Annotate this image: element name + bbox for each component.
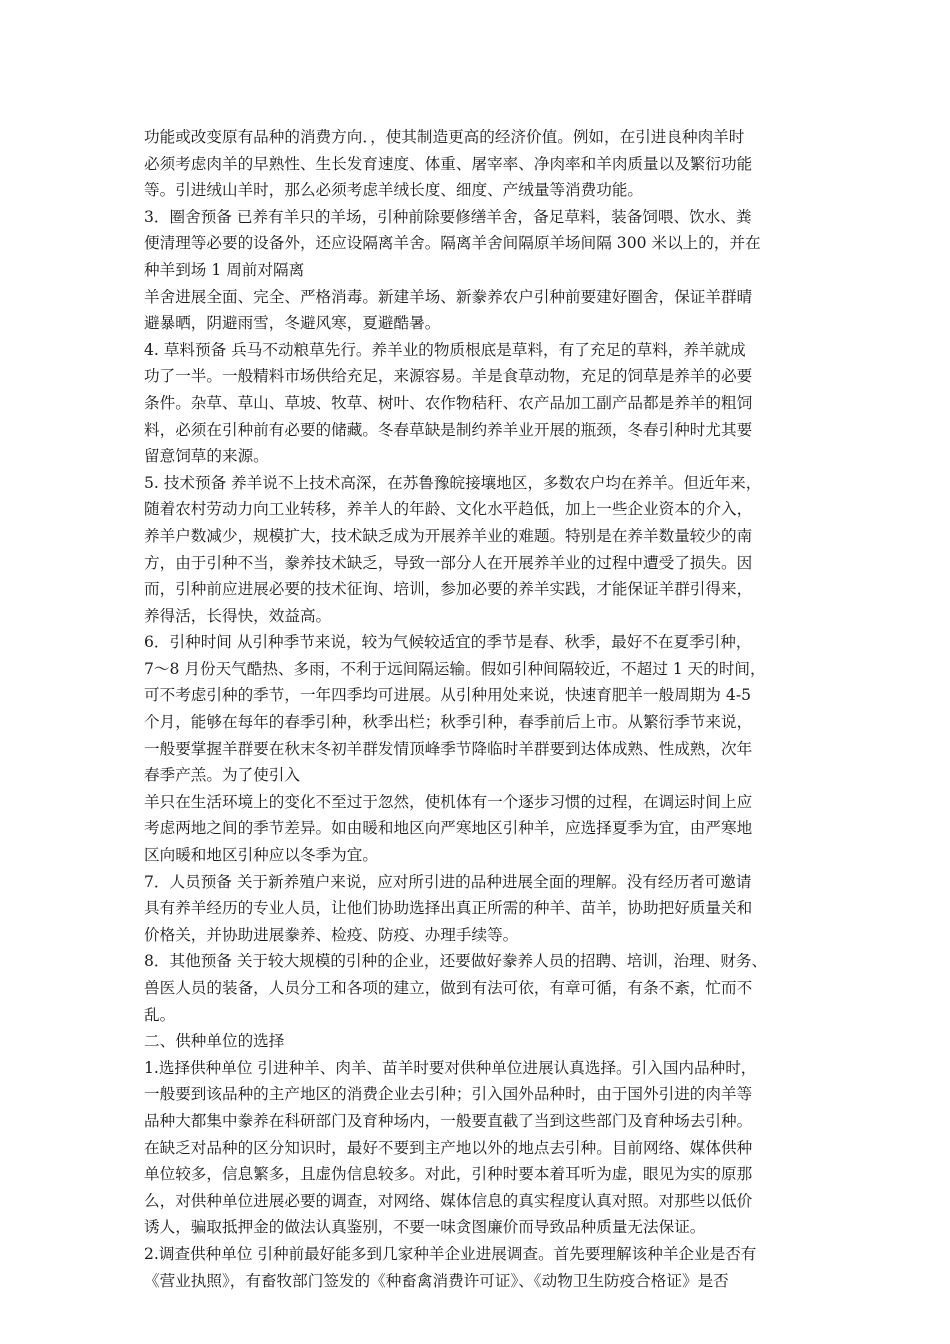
text-line: 8．其他预备 关于较大规模的引种的企业，还要做好豢养人员的招聘、培训，治理、财务、	[144, 952, 768, 971]
text-line: 避暴晒，阴避雨雪，冬避风寒，夏避酷暑。	[144, 314, 441, 333]
text-line: 7～8 月份天气酷热、多雨，不利于远间隔运输。假如引种间隔较近，不超过 1 天的时间，	[144, 659, 766, 678]
text-line: 在缺乏对品种的区分知识时，最好不要到主产地以外的地点去引种。目前网络、媒体供种	[144, 1138, 753, 1157]
text-line: 春季产羔。为了使引入	[144, 766, 300, 785]
text-line: 3．圈舍预备 已养有羊只的羊场，引种前除要修缮羊舍，备足草料，装备饲喂、饮水、粪	[144, 207, 752, 226]
document-body	[144, 124, 824, 1294]
text-line: 乱。	[144, 1005, 176, 1024]
text-line: 而，引种前应进展必要的技术征询、培训，参加必要的养羊实践，才能保证羊群引得来，	[144, 580, 753, 599]
text-line: 个月，能够在每年的春季引种，秋季出栏；秋季引种，春季前后上市。从繁衍季节来说，	[144, 713, 753, 732]
text-line: 品种大都集中豢养在科研部门及育种场内，一般要直截了当到这些部门及育种场去引种。	[144, 1111, 753, 1130]
text-line: 必须考虑肉羊的早熟性、生长发育速度、体重、屠宰率、净肉率和羊肉质量以及繁衍功能	[144, 154, 753, 173]
text-line: 条件。杂草、草山、草坡、牧草、树叶、农作物秸秆、农产品加工副产品都是养羊的粗饲	[144, 393, 753, 412]
text-line: 二、供种单位的选择	[144, 1032, 285, 1051]
text-line: 功了一半。一般精料市场供给充足，来源容易。羊是食草动物，充足的饲草是养羊的必要	[144, 367, 753, 386]
text-line: 羊舍进展全面、完全、严格消毒。新建羊场、新豢养农户引种前要建好圈舍，保证羊群晴	[144, 287, 753, 306]
text-line: 一般要到该品种的主产地区的消费企业去引种；引入国外品种时，由于国外引进的肉羊等	[144, 1085, 753, 1104]
text-line: 一般要掌握羊群要在秋末冬初羊群发情顶峰季节降临时羊群要到达体成熟、性成熟，次年	[144, 739, 753, 758]
text-line: 7．人员预备 关于新养殖户来说，应对所引进的品种进展全面的理解。没有经历者可邀请	[144, 872, 752, 891]
text-line: 便清理等必要的设备外，还应设隔离羊舍。隔离羊舍间隔原羊场间隔 300 米以上的，并在	[144, 234, 761, 253]
text-line: 方，由于引种不当，豢养技术缺乏，导致一部分人在开展养羊业的过程中遭受了损失。因	[144, 553, 753, 572]
text-line: 么，对供种单位进展必要的调查，对网络、媒体信息的真实程度认真对照。对那些以低价	[144, 1191, 753, 1210]
text-line: 《营业执照》，有畜牧部门签发的《种畜禽消费许可证》、《动物卫生防疫合格证》是否	[144, 1271, 729, 1290]
text-line: 单位较多，信息繁多，且虚伪信息较多。对此，引种时要本着耳听为虚，眼见为实的原那	[144, 1165, 753, 1184]
text-line: 6．引种时间 从引种季节来说，较为气候较适宜的季节是春、秋季，最好不在夏季引种，	[144, 633, 752, 652]
text-line: 养羊户数减少，规模扩大，技术缺乏成为开展养羊业的难题。特别是在养羊数量较少的南	[144, 526, 753, 545]
text-line: 4. 草料预备 兵马不动粮草先行。养羊业的物质根底是草料，有了充足的草料，养羊就成	[144, 340, 746, 359]
text-line: 1.选择供种单位 引进种羊、肉羊、苗羊时要对供种单位进展认真选择。引入国内品种时，	[144, 1058, 757, 1077]
text-line: 种羊到场 1 周前对隔离	[144, 260, 305, 279]
text-line: 诱人，骗取抵押金的做法认真鉴别，不要一味贪图廉价而导致品种质量无法保证。	[144, 1218, 706, 1237]
text-line: 养得活，长得快，效益高。	[144, 606, 332, 625]
text-line: 羊只在生活环境上的变化不至过于忽然，使机体有一个逐步习惯的过程，在调运时间上应	[144, 792, 753, 811]
text-line: 5. 技术预备 养羊说不上技术高深，在苏鲁豫皖接壤地区，多数农户均在养羊。但近年来，	[144, 473, 762, 492]
text-line: 留意饲草的来源。	[144, 447, 269, 466]
text-line: 可不考虑引种的季节，一年四季均可进展。从引种用处来说，快速育肥羊一般周期为 4-5	[144, 686, 752, 705]
text-line: 料，必须在引种前有必要的储藏。冬春草缺是制约养羊业开展的瓶颈，冬春引种时尤其要	[144, 420, 753, 439]
text-line: 考虑两地之间的季节差异。如由暖和地区向严寒地区引种羊，应选择夏季为宜，由严寒地	[144, 819, 753, 838]
text-line: 2.调查供种单位 引种前最好能多到几家种羊企业进展调查。首先要理解该种羊企业是否有	[144, 1244, 757, 1263]
text-line: 区向暖和地区引种应以冬季为宜。	[144, 846, 378, 865]
text-line: 随着农村劳动力向工业转移，养羊人的年龄、文化水平趋低，加上一些企业资本的介入，	[144, 500, 753, 519]
text-line: 价格关，并协助进展豢养、检疫、防疫、办理手续等。	[144, 925, 519, 944]
text-line: 功能或改变原有品种的消费方向．，使其制造更高的经济价值。例如，在引进良种肉羊时	[144, 128, 745, 146]
text-line: 等。引进绒山羊时，那么必须考虑羊绒长度、细度、产绒量等消费功能。	[144, 181, 644, 200]
text-line: 兽医人员的装备，人员分工和各项的建立，做到有法可依，有章可循，有条不紊，忙而不	[144, 979, 753, 997]
text-line: 具有养羊经历的专业人员，让他们协助选择出真正所需的种羊、苗羊，协助把好质量关和	[144, 899, 753, 918]
